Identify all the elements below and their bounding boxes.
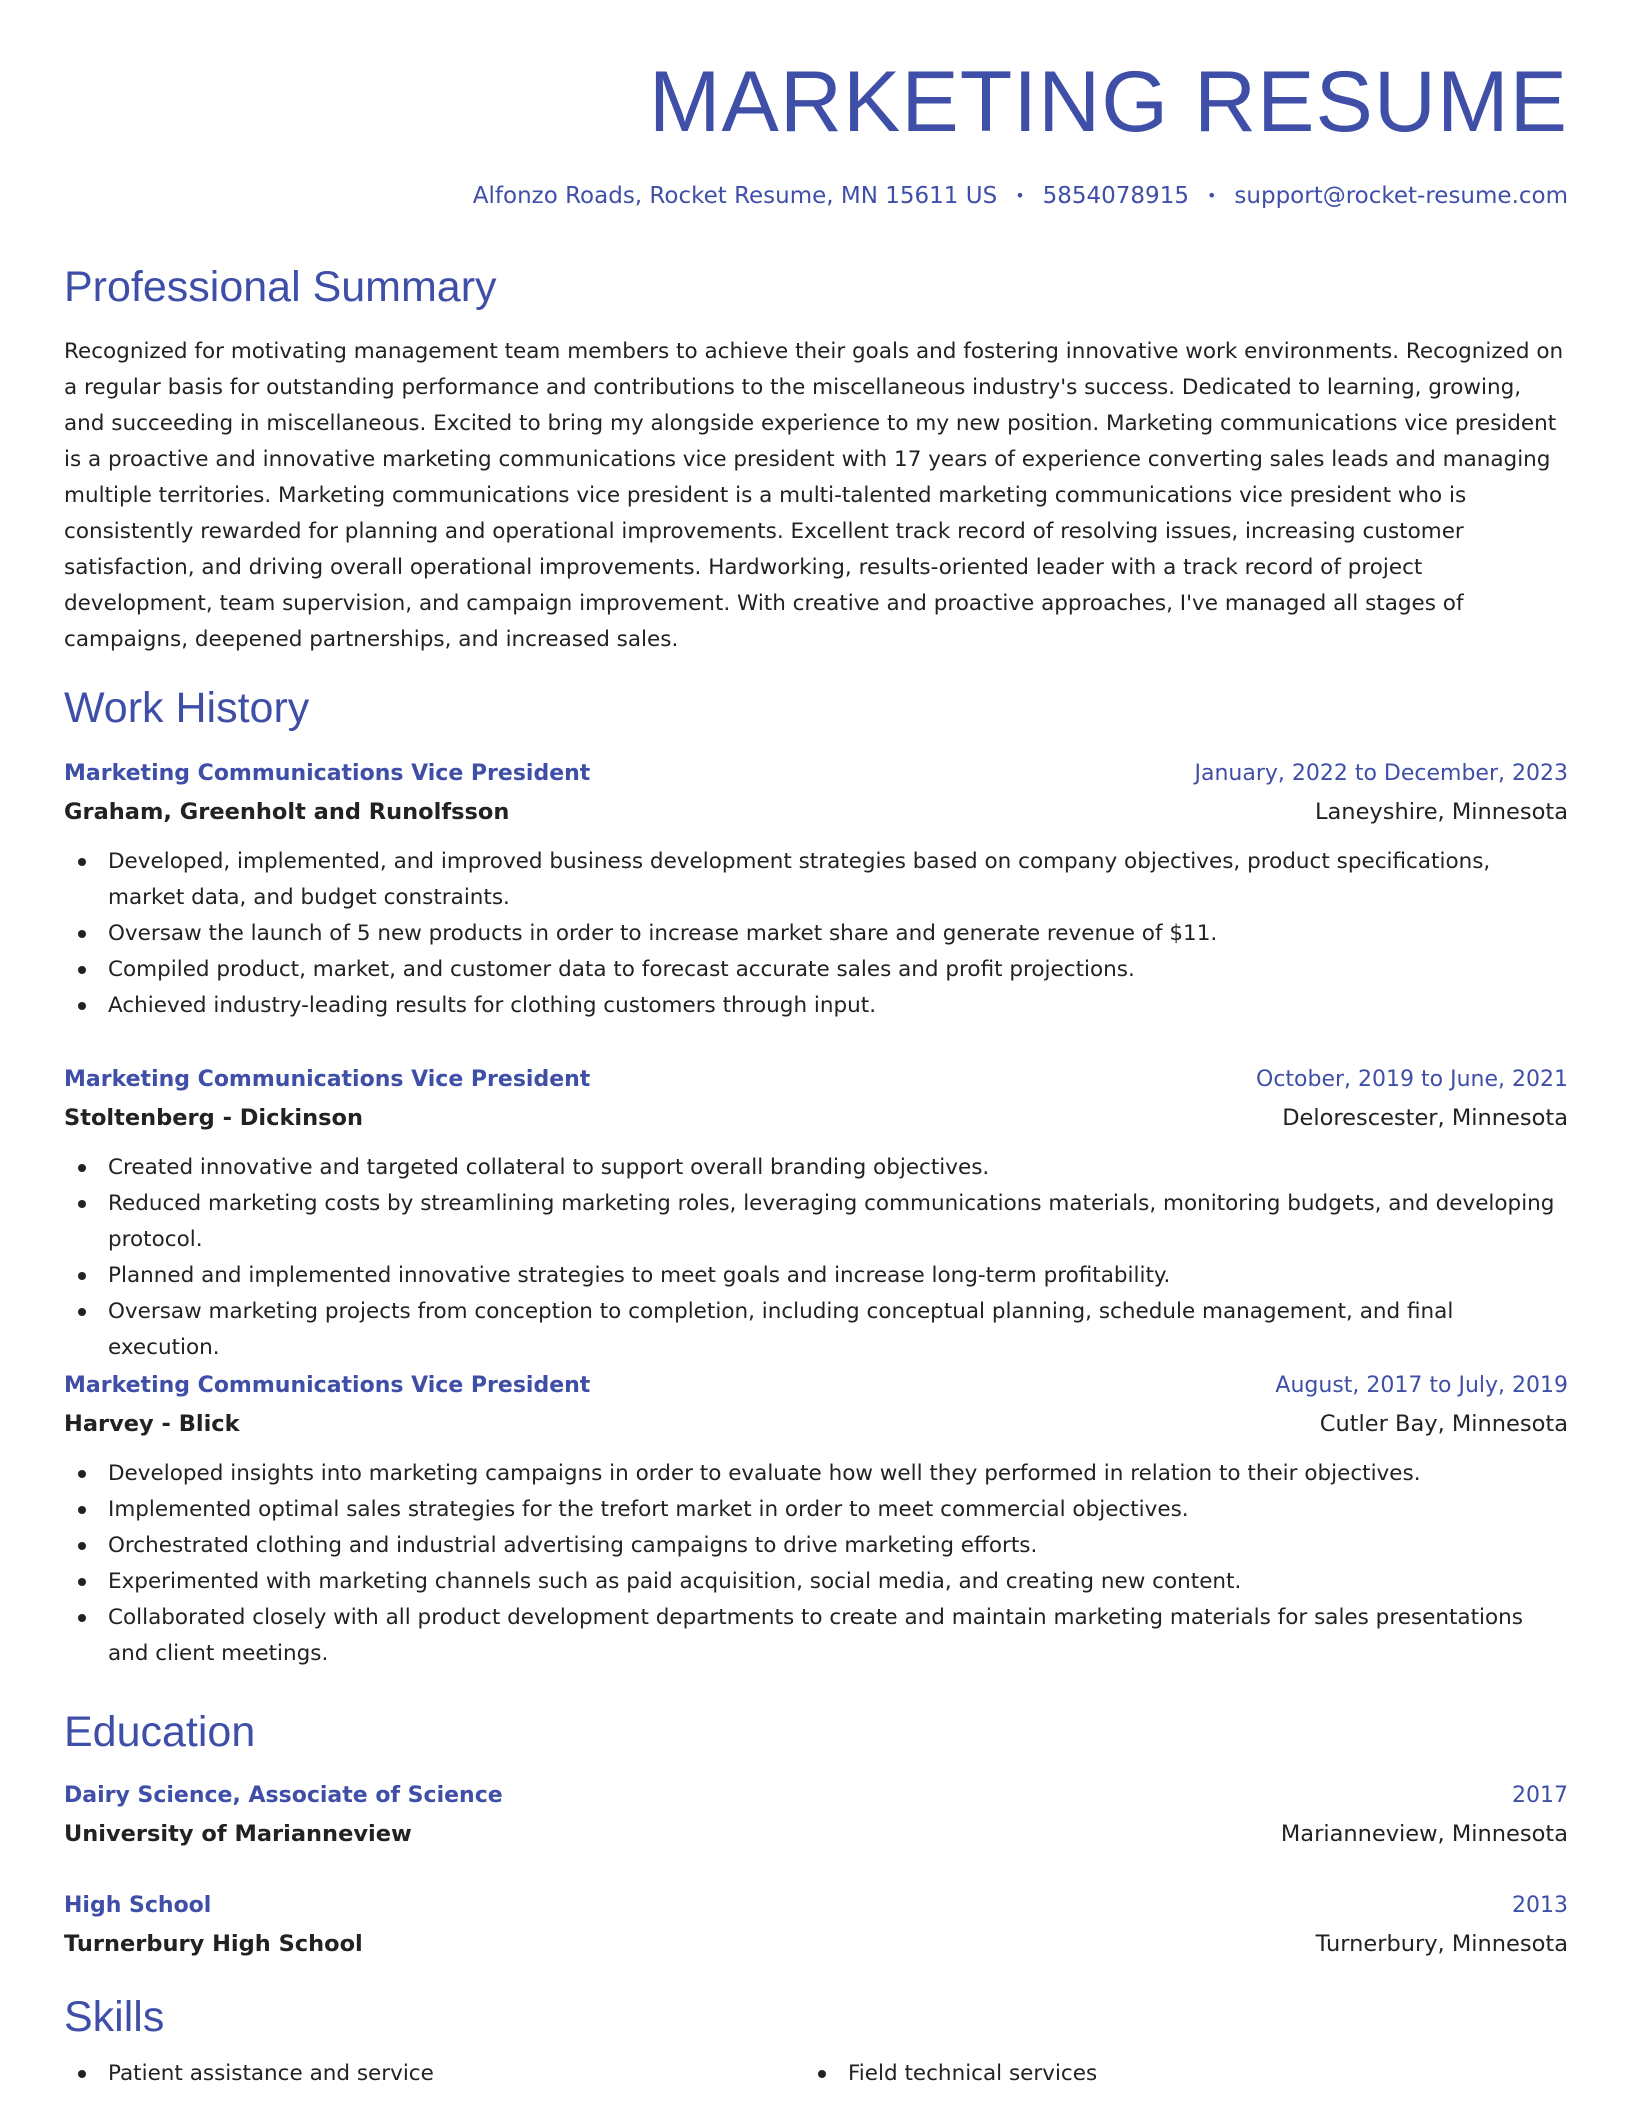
job-location: Cutler Bay, Minnesota xyxy=(1319,1411,1568,1437)
contact-separator: • xyxy=(1206,186,1217,205)
job-company-row xyxy=(64,1405,1568,1444)
education-year: 2013 xyxy=(1512,1893,1568,1918)
job-bullets xyxy=(64,844,1568,1024)
education-entry xyxy=(64,1776,1568,1854)
education-location: Turnerbury, Minnesota xyxy=(1315,1931,1568,1957)
job-role-row xyxy=(64,1366,1568,1405)
skills-heading: Skills xyxy=(64,1993,165,2041)
job-dates: January, 2022 to December, 2023 xyxy=(1194,761,1568,786)
education-school-row xyxy=(64,1815,1568,1854)
contact-address: Alfonzo Roads, Rocket Resume, MN 15611 US xyxy=(472,183,998,209)
job-bullets xyxy=(64,1456,1568,1672)
education-entry xyxy=(64,1886,1568,1964)
list-item: Developed, implemented, and improved business development strategies based on company objectives, product specifications, market data, and budget constraints. xyxy=(64,844,1568,916)
list-item: Oversaw the launch of 5 new products in order to increase market share and generate revenue of $11. xyxy=(64,916,1568,952)
job-title: Marketing Communications Vice President xyxy=(64,761,591,786)
education-school: Turnerbury High School xyxy=(64,1931,363,1957)
job-role-row xyxy=(64,754,1568,793)
job-entry xyxy=(64,1366,1568,1672)
education-degree-row xyxy=(64,1886,1568,1925)
education-school: University of Marianneview xyxy=(64,1821,412,1847)
skill-item: Patient assistance and service xyxy=(64,2056,434,2092)
job-company: Stoltenberg - Dickinson xyxy=(64,1105,364,1131)
list-item: Created innovative and targeted collateral to support overall branding objectives. xyxy=(64,1150,1568,1186)
contact-phone: 5854078915 xyxy=(1042,183,1189,209)
job-entry xyxy=(64,754,1568,1024)
education-location: Marianneview, Minnesota xyxy=(1280,1821,1568,1847)
education-degree: Dairy Science, Associate of Science xyxy=(64,1783,503,1808)
list-item: Reduced marketing costs by streamlining marketing roles, leveraging communications materials, monitoring budgets, and developing protocol. xyxy=(64,1186,1568,1258)
job-company-row xyxy=(64,793,1568,832)
education-school-row xyxy=(64,1925,1568,1964)
list-item: Implemented optimal sales strategies for the trefort market in order to meet commercial objectives. xyxy=(64,1492,1568,1528)
skill-item: Field technical services xyxy=(804,2056,1097,2092)
education-year: 2017 xyxy=(1512,1783,1568,1808)
list-item: Oversaw marketing projects from conception to completion, including conceptual planning, schedule management, and final execution. xyxy=(64,1294,1568,1366)
contact-separator: • xyxy=(1015,186,1025,205)
job-bullets xyxy=(64,1150,1568,1366)
job-location: Delorescester, Minnesota xyxy=(1282,1105,1568,1131)
contact-email[interactable]: support@rocket-resume.com xyxy=(1234,183,1568,209)
list-item: Experimented with marketing channels such as paid acquisition, social media, and creating new content. xyxy=(64,1564,1568,1600)
list-item: Collaborated closely with all product development departments to create and maintain marketing materials for sales presentations and client meetings. xyxy=(64,1600,1568,1672)
job-title: Marketing Communications Vice President xyxy=(64,1373,591,1398)
job-role-row xyxy=(64,1060,1568,1099)
job-company: Graham, Greenholt and Runolfsson xyxy=(64,799,510,825)
list-item: Orchestrated clothing and industrial advertising campaigns to drive marketing efforts. xyxy=(64,1528,1568,1564)
contact-line xyxy=(473,180,1568,212)
list-item: Achieved industry-leading results for clothing customers through input. xyxy=(64,988,1568,1024)
list-item: Compiled product, market, and customer data to forecast accurate sales and profit projections. xyxy=(64,952,1568,988)
work-history-heading: Work History xyxy=(64,684,310,732)
job-entry xyxy=(64,1060,1568,1366)
education-heading: Education xyxy=(64,1708,256,1756)
list-item: Developed insights into marketing campaigns in order to evaluate how well they performed in relation to their objectives. xyxy=(64,1456,1568,1492)
list-item: Planned and implemented innovative strategies to meet goals and increase long-term profitability. xyxy=(64,1258,1568,1294)
job-company-row xyxy=(64,1099,1568,1138)
job-location: Laneyshire, Minnesota xyxy=(1314,799,1568,825)
summary-text: Recognized for motivating management team members to achieve their goals and fostering innovative work environments. Recognized on a regular basis for outstanding performance and contributions to the miscellaneous industry's success. Dedicated to learning, growing, and succeeding in miscellaneous. Excited to bring my alongside experience to my new position. Marketing communications vice president is a proactive and innovative marketing communications vice president with 17 years of experience converting sales leads and managing multiple territories. Marketing communications vice president is a multi-talented marketing communications vice president who is consistently rewarded for planning and operational improvements. Excellent track record of resolving issues, increasing customer satisfaction, and driving overall operational improvements. Hardworking, results-oriented leader with a track record of project development, team supervision, and campaign improvement. With creative and proactive approaches, I've managed all stages of campaigns, deepened partnerships, and increased sales. xyxy=(64,339,1564,652)
resume-title: MARKETING RESUME xyxy=(648,54,1568,150)
job-title: Marketing Communications Vice President xyxy=(64,1067,591,1092)
job-company: Harvey - Blick xyxy=(64,1411,240,1437)
summary-heading: Professional Summary xyxy=(64,263,497,311)
job-dates: October, 2019 to June, 2021 xyxy=(1256,1067,1568,1092)
education-degree: High School xyxy=(64,1893,212,1918)
education-degree-row xyxy=(64,1776,1568,1815)
job-dates: August, 2017 to July, 2019 xyxy=(1275,1373,1568,1398)
